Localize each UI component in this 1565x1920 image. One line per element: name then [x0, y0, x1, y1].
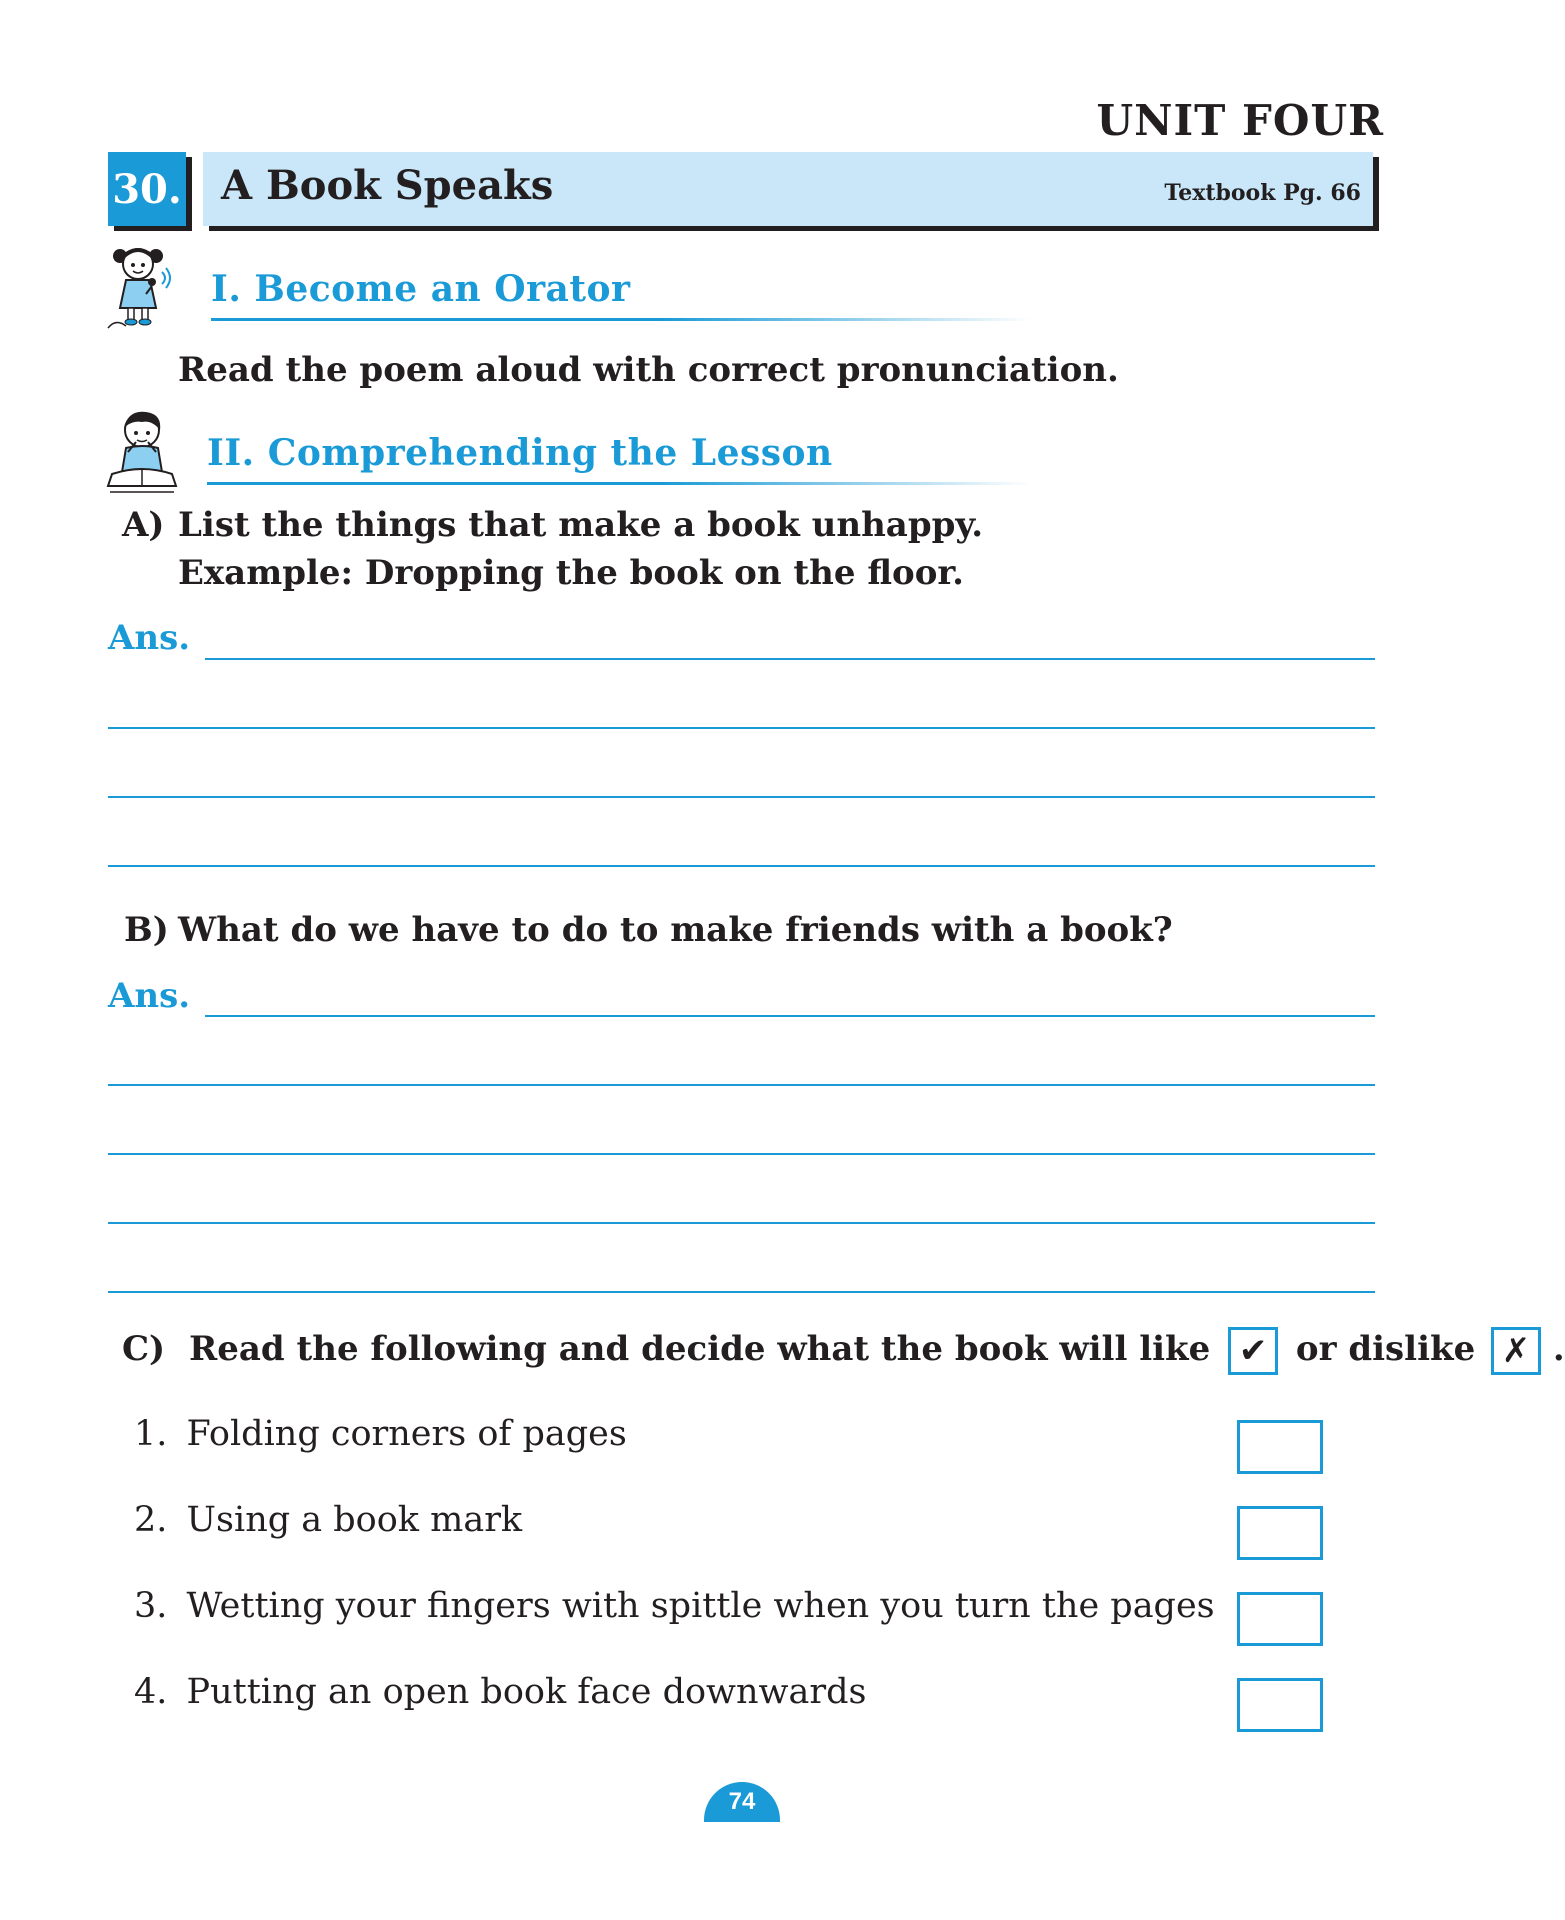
item-2-answer-box[interactable]	[1237, 1506, 1323, 1560]
item-4-answer-box[interactable]	[1237, 1678, 1323, 1732]
answer-a-line-4[interactable]	[108, 865, 1375, 867]
answer-a-label: Ans.	[108, 618, 191, 658]
girl-speaking-microphone-icon	[106, 242, 186, 334]
question-c-text: Read the following and decide what the book will like	[189, 1329, 1211, 1369]
title-bar	[203, 152, 1373, 226]
answer-b-line-4[interactable]	[108, 1222, 1375, 1224]
orator-instruction: Read the poem aloud with correct pronunciation.	[178, 350, 1119, 390]
section-heading-comprehension: II. Comprehending the Lesson	[207, 432, 833, 474]
page-number: 74	[704, 1782, 780, 1822]
question-b-label: B)	[124, 910, 169, 950]
section-heading-orator: I. Become an Orator	[211, 268, 631, 310]
check-mark-icon: ✔	[1228, 1327, 1278, 1375]
question-c-label: C)	[122, 1329, 166, 1369]
list-item	[134, 1500, 522, 1540]
answer-b-line-3[interactable]	[108, 1153, 1375, 1155]
cross-mark-icon: ✗	[1491, 1327, 1541, 1375]
item-number: 1.	[134, 1414, 168, 1454]
list-item	[134, 1414, 627, 1454]
question-c-or-dislike: or dislike	[1295, 1329, 1476, 1369]
item-text: Folding corners of pages	[186, 1414, 627, 1454]
answer-b-label: Ans.	[108, 976, 191, 1016]
section-rule	[207, 482, 1031, 485]
answer-b-line-5[interactable]	[108, 1291, 1375, 1293]
answer-a-line-1[interactable]	[205, 658, 1375, 660]
textbook-reference: Textbook Pg. 66	[1164, 180, 1361, 206]
lesson-title: A Book Speaks	[221, 162, 554, 209]
unit-label: UNIT FOUR	[1096, 96, 1384, 145]
question-a-label: A)	[122, 505, 165, 545]
answer-a-line-3[interactable]	[108, 796, 1375, 798]
answer-b-line-1[interactable]	[205, 1015, 1375, 1017]
item-number: 4.	[134, 1672, 168, 1712]
question-c-period: .	[1552, 1329, 1565, 1369]
question-b-text: What do we have to do to make friends with a book?	[178, 910, 1173, 950]
question-a-text: List the things that make a book unhappy.	[178, 505, 984, 545]
item-text: Putting an open book face downwards	[186, 1672, 867, 1712]
answer-b-line-2[interactable]	[108, 1084, 1375, 1086]
section-rule	[211, 318, 1031, 321]
list-item	[134, 1586, 1215, 1626]
item-number: 2.	[134, 1500, 168, 1540]
item-text: Using a book mark	[186, 1500, 523, 1540]
question-c	[122, 1327, 1565, 1375]
list-item	[134, 1672, 866, 1712]
question-a-example: Example: Dropping the book on the floor.	[178, 553, 965, 593]
item-number: 3.	[134, 1586, 168, 1626]
lesson-number: 30.	[108, 152, 186, 226]
item-text: Wetting your fingers with spittle when you turn the pages	[186, 1586, 1215, 1626]
boy-reading-book-icon	[106, 408, 182, 498]
item-1-answer-box[interactable]	[1237, 1420, 1323, 1474]
answer-a-line-2[interactable]	[108, 727, 1375, 729]
item-3-answer-box[interactable]	[1237, 1592, 1323, 1646]
